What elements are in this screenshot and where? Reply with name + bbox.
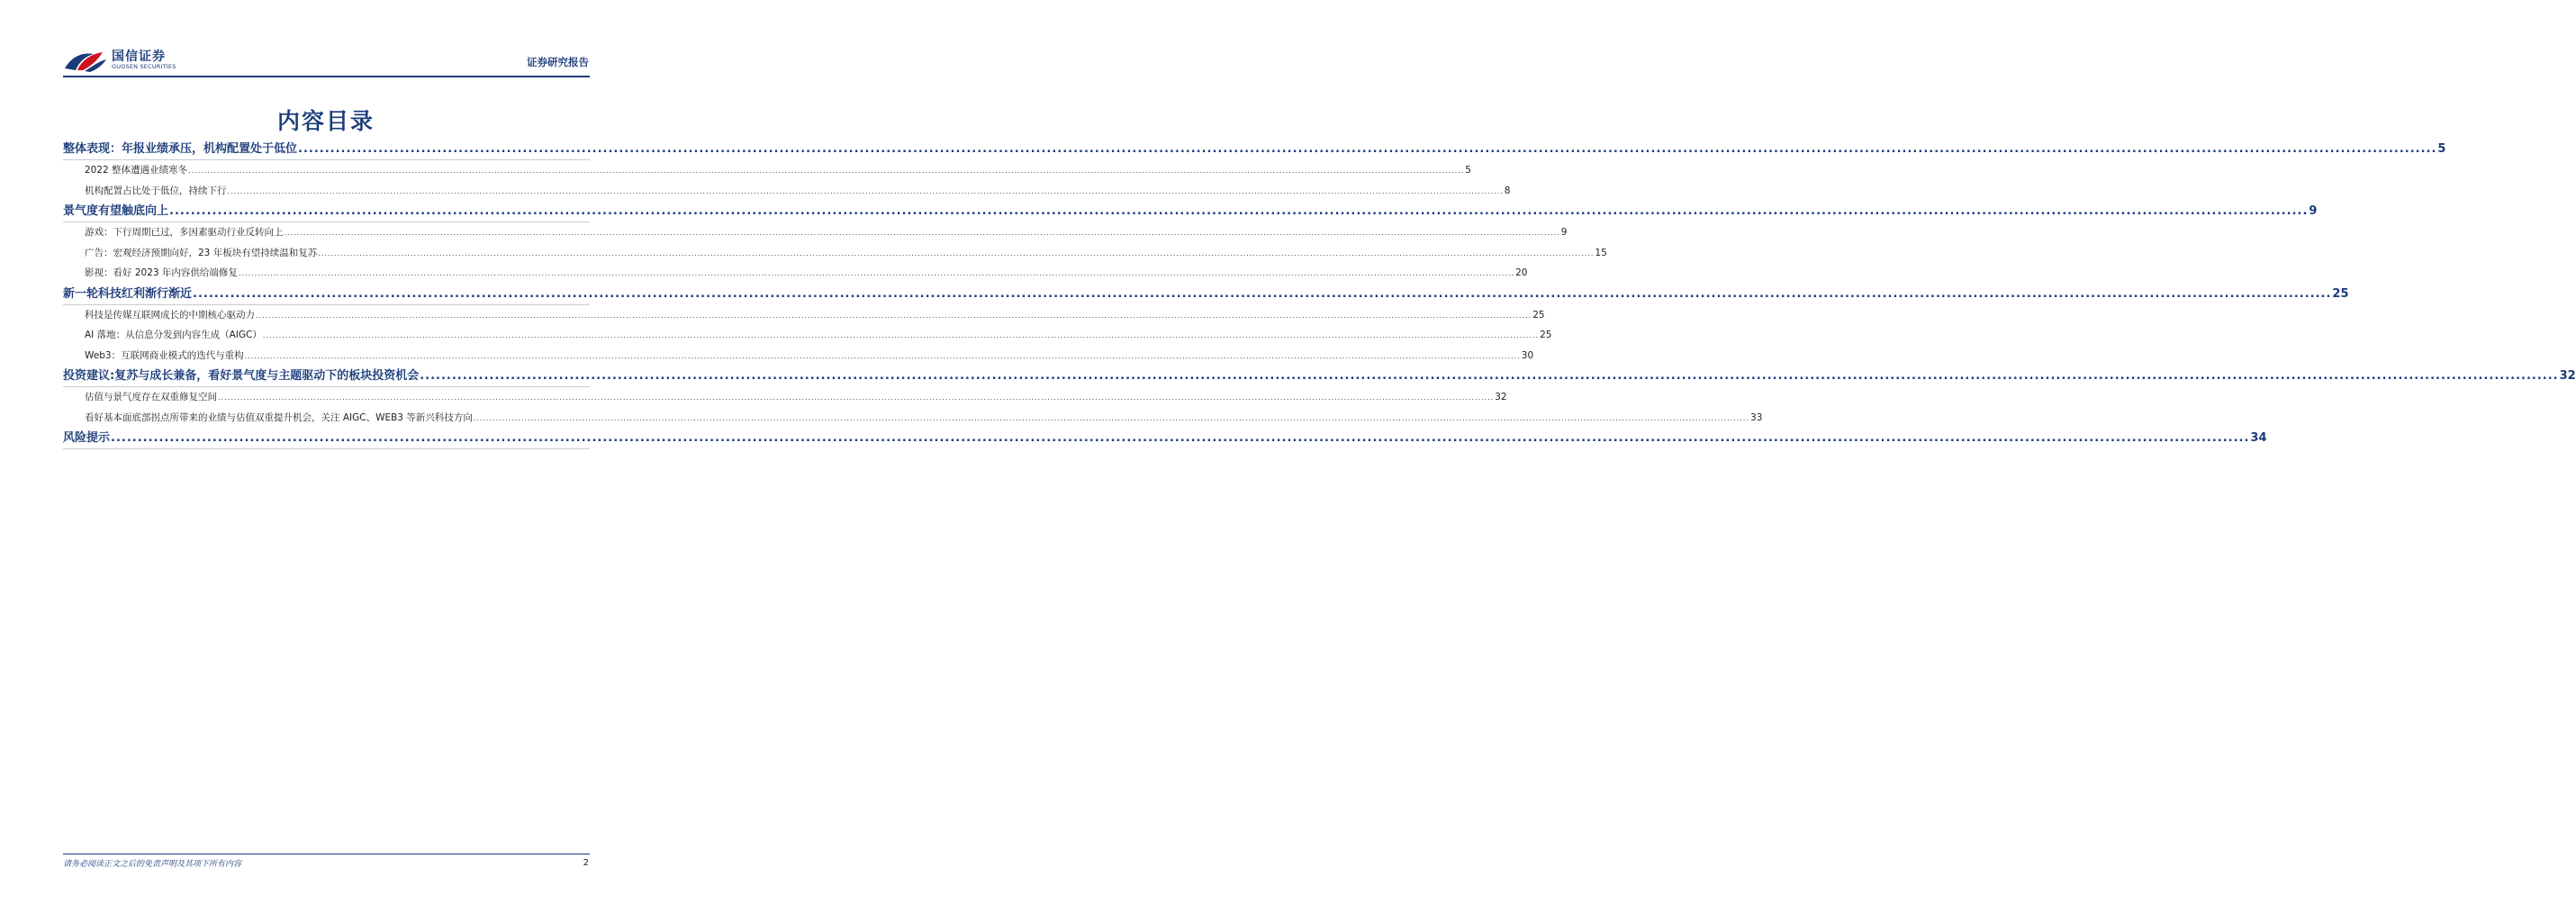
toc-subsection-entry[interactable]	[63, 243, 1607, 264]
toc-dot-leader: ................................................................................................................................................................................................................................................................................................................................................................................................................	[169, 204, 2309, 218]
toc-entry-page: 25	[1532, 309, 1545, 321]
guosen-logo-icon	[63, 47, 108, 74]
toc-entry-title: 风险提示	[63, 431, 111, 445]
toc-section-entry[interactable]	[63, 139, 2446, 160]
toc-entry-title: 看好基本面底部拐点所带来的业绩与估值双重提升机会，关注 AIGC、WEB3 等新兴科技方向	[85, 411, 473, 423]
logo-english-name: GUOSEN SECURITIES	[112, 63, 176, 70]
toc-entry-page: 20	[1515, 267, 1528, 278]
toc-dot-leader: ................................................................................................................................................................................................................................................................................................................................................................................................................	[218, 393, 1495, 402]
toc-entry-page: 5	[2437, 142, 2446, 156]
toc-subsection-entry[interactable]	[63, 263, 1528, 284]
toc-entry-title: 广告：宏观经济预期向好，23 年板块有望持续温和复苏	[85, 247, 318, 258]
toc-dot-leader: ................................................................................................................................................................................................................................................................................................................................................................................................................	[298, 142, 2437, 156]
toc-dot-leader: ................................................................................................................................................................................................................................................................................................................................................................................................................	[318, 249, 1595, 258]
disclaimer-note: 请务必阅读正文之后的免责声明及其项下所有内容	[63, 860, 242, 869]
toc-subsection-entry[interactable]	[63, 181, 1511, 202]
toc-subsection-entry[interactable]	[63, 305, 1545, 326]
toc-entry-title: 景气度有望触底向上	[63, 204, 169, 218]
toc-entry-title: 机构配置占比处于低位，持续下行	[85, 185, 227, 196]
toc-dot-leader: ................................................................................................................................................................................................................................................................................................................................................................................................................	[188, 167, 1465, 175]
toc-entry-page: 9	[1560, 227, 1568, 238]
toc-dot-leader: ................................................................................................................................................................................................................................................................................................................................................................................................................	[244, 351, 1521, 360]
toc-dot-leader: ................................................................................................................................................................................................................................................................................................................................................................................................................	[284, 229, 1560, 237]
toc-dot-leader: ................................................................................................................................................................................................................................................................................................................................................................................................................	[227, 186, 1504, 195]
toc-subsection-entry[interactable]	[63, 408, 1763, 429]
toc-title: 内容目录	[276, 108, 375, 134]
toc-subsection-entry[interactable]	[63, 222, 1568, 243]
page-header	[0, 0, 652, 77]
toc-entry-title: 影视：看好 2023 年内容供给端修复	[85, 267, 238, 278]
toc-entry-page: 25	[2332, 286, 2349, 301]
toc-entry-title: 新一轮科技红利渐行渐近	[63, 286, 193, 301]
toc-entry-page: 5	[1465, 165, 1471, 176]
toc-entry-title: Web3：互联网商业模式的迭代与重构	[85, 349, 244, 361]
toc-entry-title: 整体表现：年报业绩承压，机构配置处于低位	[63, 142, 298, 156]
guosen-logo	[63, 45, 180, 76]
toc-entry-title: 2022 整体遭遇业绩寒冬	[85, 165, 188, 176]
toc-entry-page: 33	[1750, 411, 1763, 423]
toc-subsection-entry[interactable]	[63, 325, 1552, 346]
toc-dot-leader: ................................................................................................................................................................................................................................................................................................................................................................................................................	[473, 413, 1750, 422]
toc-section-entry[interactable]	[63, 428, 2267, 449]
toc-dot-leader: ................................................................................................................................................................................................................................................................................................................................................................................................................	[256, 311, 1532, 320]
toc-entry-page: 9	[2309, 204, 2318, 218]
toc-subsection-entry[interactable]	[63, 387, 1507, 408]
report-type-label: 证券研究报告	[527, 56, 589, 68]
toc-section-entry[interactable]	[63, 201, 2318, 222]
toc-dot-leader: ................................................................................................................................................................................................................................................................................................................................................................................................................	[193, 286, 2332, 301]
header-divider	[63, 76, 590, 77]
toc-dot-leader: ................................................................................................................................................................................................................................................................................................................................................................................................................	[111, 431, 2250, 445]
toc-entry-title: 估值与景气度存在双重修复空间	[85, 392, 217, 402]
toc-subsection-entry[interactable]	[63, 346, 1534, 366]
toc-entry-page: 30	[1521, 349, 1534, 361]
toc-entry-page: 34	[2250, 431, 2267, 445]
toc-section-entry[interactable]	[63, 366, 2576, 387]
logo-chinese-name: 国信证券	[112, 50, 166, 64]
toc-entry-page: 15	[1595, 247, 1607, 258]
page-number: 2	[583, 858, 589, 868]
toc-entry-title: 科技是传媒互联网成长的中期核心驱动力	[85, 309, 255, 321]
toc-entry-title: AI 落地：从信息分发到内容生成（AIGC）	[85, 330, 262, 340]
toc-dot-leader: ................................................................................................................................................................................................................................................................................................................................................................................................................	[262, 331, 1540, 339]
toc-entry-page: 32	[2559, 369, 2576, 383]
toc-dot-leader: ................................................................................................................................................................................................................................................................................................................................................................................................................	[420, 369, 2559, 383]
toc-section-entry[interactable]	[63, 284, 2349, 305]
toc-dot-leader: ................................................................................................................................................................................................................................................................................................................................................................................................................	[238, 269, 1515, 277]
toc-subsection-entry[interactable]	[63, 160, 1471, 181]
toc-entry-title: 投资建议:复苏与成长兼备，看好景气度与主题驱动下的板块投资机会	[63, 369, 420, 383]
table-of-contents	[63, 139, 2576, 449]
toc-entry-page: 32	[1495, 392, 1507, 402]
toc-entry-page: 25	[1540, 330, 1552, 340]
toc-entry-title: 游戏：下行周期已过，多因素驱动行业反转向上	[85, 227, 284, 238]
toc-entry-page: 8	[1504, 185, 1511, 196]
